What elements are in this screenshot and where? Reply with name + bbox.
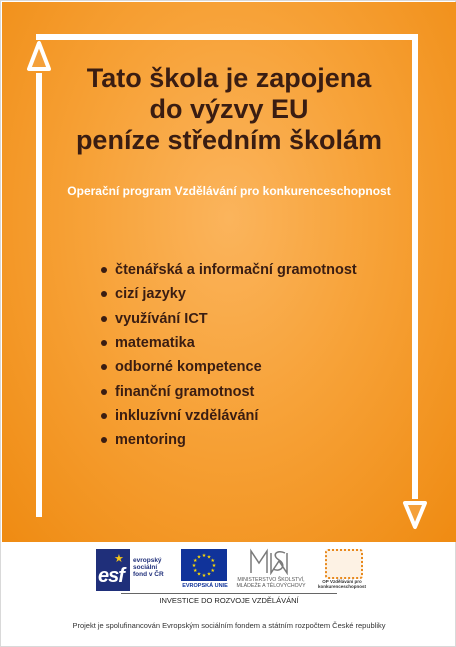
eu-label: EVROPSKÁ UNIE — [182, 583, 228, 589]
title-line: peníze středním školám — [75, 125, 383, 155]
msmt-logo — [231, 547, 311, 591]
topic-item — [101, 282, 357, 306]
op-logo — [319, 549, 365, 591]
logo-strip — [1, 542, 456, 612]
bullet-icon — [101, 437, 107, 443]
topic-item — [101, 307, 357, 331]
bullet-icon — [101, 389, 107, 395]
eu-stars-icon — [181, 549, 227, 581]
bullet-icon — [101, 267, 107, 273]
svg-text:★: ★ — [210, 568, 215, 574]
esf-logo — [96, 549, 174, 591]
svg-text:★: ★ — [201, 553, 207, 559]
topic-item — [101, 379, 357, 403]
program-subtitle: Operační program Vzdělávání pro konkurenceschopnost — [67, 184, 391, 198]
svg-text:★: ★ — [201, 573, 207, 579]
bullet-icon — [101, 316, 107, 322]
esf-label: evropský sociální fond v ČR — [133, 557, 164, 578]
topic-item — [101, 331, 357, 355]
svg-text:★: ★ — [210, 558, 215, 564]
svg-text:★: ★ — [193, 568, 198, 574]
topic-item — [101, 355, 357, 379]
topic-label: čtenářská a informační gramotnost — [115, 262, 357, 279]
title-line: do výzvy EU — [149, 94, 309, 124]
bullet-icon — [101, 364, 107, 370]
esf-mark-text: esf — [98, 565, 124, 587]
title-line: Tato škola je zapojena — [86, 63, 372, 93]
topic-label: využívání ICT — [115, 310, 208, 327]
topic-label: odborné kompetence — [115, 359, 262, 376]
svg-text:★: ★ — [211, 563, 217, 569]
eu-logo — [181, 549, 227, 591]
invest-slogan: INVESTICE DO ROZVOJE VZDĚLÁVÁNÍ — [121, 593, 337, 605]
svg-text:★: ★ — [206, 554, 212, 561]
topic-label: finanční gramotnost — [115, 383, 255, 400]
bullet-icon — [101, 340, 107, 346]
svg-text:★: ★ — [196, 554, 202, 561]
msmt-mark-icon — [249, 547, 293, 575]
footer-note: Projekt je spolufinancován Evropským sociálním fondem a státním rozpočtem České republiky — [72, 621, 386, 630]
eu-flag-icon — [181, 549, 227, 581]
topic-item — [101, 428, 357, 452]
topic-label: matematika — [115, 335, 195, 352]
msmt-label: MINISTERSTVO ŠKOLSTVÍ, MLÁDEŽE A TĚLOVÝCHOVY — [236, 577, 306, 589]
svg-text:★: ★ — [193, 558, 198, 564]
topic-label: inkluzívní vzdělávání — [115, 407, 259, 424]
topic-list — [101, 258, 357, 452]
bullet-icon — [101, 291, 107, 297]
topic-item — [101, 404, 357, 428]
topic-label: mentoring — [115, 432, 186, 449]
svg-text:★: ★ — [191, 563, 197, 569]
poster-title — [41, 63, 417, 156]
star-icon: ★ — [114, 553, 124, 565]
topic-item — [101, 258, 357, 282]
down-arrow-icon — [405, 503, 425, 527]
op-mark-icon — [325, 549, 363, 579]
esf-mark — [96, 549, 130, 591]
svg-text:★: ★ — [196, 571, 202, 578]
svg-text:★: ★ — [206, 571, 212, 578]
bullet-icon — [101, 413, 107, 419]
topic-label: cizí jazyky — [115, 286, 186, 303]
op-label: OP Vzdělávání pro konkurenceschopnost — [317, 579, 366, 589]
